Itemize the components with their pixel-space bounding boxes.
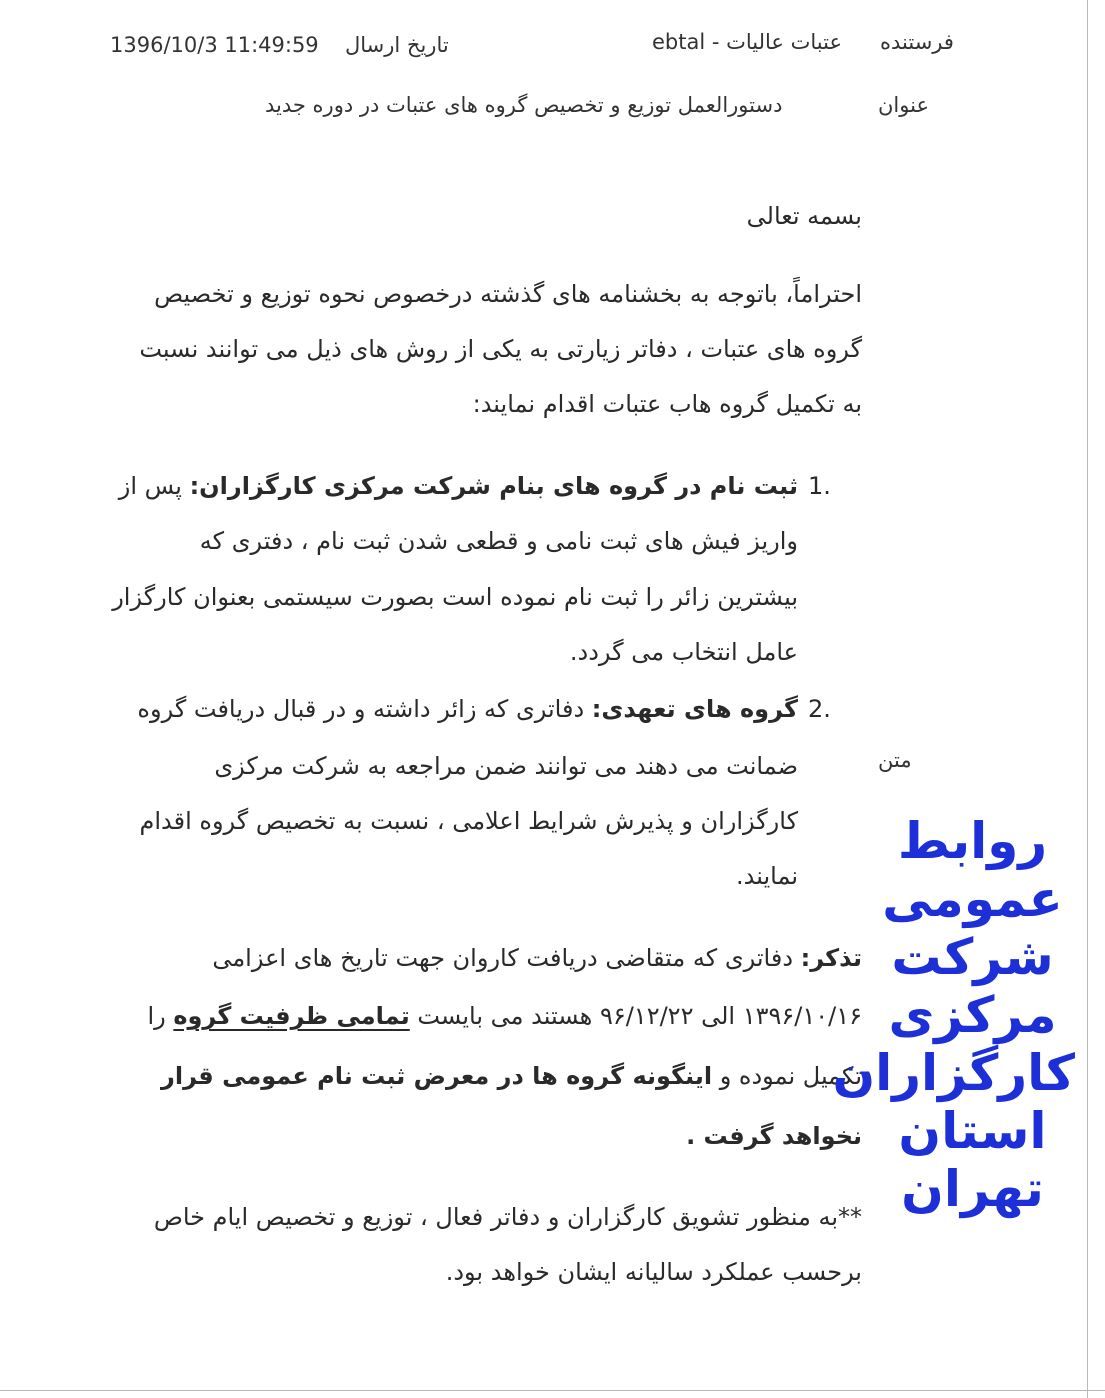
- reminder-label: تذکر:: [800, 944, 862, 972]
- send-date-label: تاریخ ارسال: [345, 33, 449, 57]
- item-2-number: 2.: [808, 695, 831, 723]
- item-1-first-line-rest: پس از: [118, 472, 182, 500]
- intro-line-1: احتراماً، باتوجه به بخشنامه های گذشته درخصوص نحوه توزیع و تخصیص: [154, 280, 862, 308]
- item-1-line: واریز فیش های ثبت نامی و قطعی شدن ثبت نام ، دفتری که: [199, 527, 798, 555]
- public-relations-stamp: [832, 812, 1075, 1218]
- item-1-number: 1.: [808, 472, 831, 500]
- reminder-line-2-end: را: [147, 1002, 166, 1030]
- reminder-full-capacity: تمامی ظرفیت گروه: [173, 1002, 410, 1030]
- item-1-first-line: [119, 472, 798, 500]
- body-label: متن: [878, 748, 912, 772]
- reminder-line-2-mid: هستند می بایست: [417, 1002, 593, 1030]
- stamp-line: تهران: [901, 1160, 1044, 1218]
- subject-label: عنوان: [878, 93, 929, 117]
- item-1-line: عامل انتخاب می گردد.: [569, 638, 798, 666]
- send-date-value: 1396/10/3 11:49:59: [110, 33, 319, 57]
- reminder-line-3-plain: تکمیل نموده و: [719, 1062, 862, 1090]
- item-2-first-line: [137, 695, 798, 723]
- stamp-line: شرکت: [891, 928, 1054, 986]
- reminder-line-2: [147, 1002, 862, 1030]
- page-border-bottom: [0, 1390, 1105, 1391]
- reminder-line-1: [212, 944, 862, 972]
- reminder-line-1-rest: دفاتری که متقاضی دریافت کاروان جهت تاریخ های اعزامی: [212, 944, 793, 972]
- footnote-line-2: برحسب عملکرد سالیانه ایشان خواهد بود.: [445, 1258, 862, 1286]
- item-2-line: کارگزاران و پذیرش شرایط اعلامی ، نسبت به تخصیص گروه اقدام: [139, 807, 798, 835]
- intro-line-2: گروه های عتبات ، دفاتر زیارتی به یکی از روش های ذیل می توانند نسبت: [139, 335, 862, 363]
- footnote-line-1: **به منظور تشویق کارگزاران و دفاتر فعال ، توزیع و تخصیص ایام خاص: [153, 1203, 862, 1231]
- intro-line-3: به تکمیل گروه هاب عتبات اقدام نمایند:: [472, 390, 862, 418]
- sender-label: فرستنده: [880, 30, 954, 54]
- stamp-line: استان: [898, 1102, 1047, 1160]
- reminder-line-3: [161, 1062, 862, 1090]
- subject-value: دستورالعمل توزیع و تخصیص گروه های عتبات در دوره جدید: [265, 93, 783, 117]
- reminder-date-range: ۱۳۹۶/۱۰/۱۶ الی ۹۶/۱۲/۲۲: [599, 1002, 862, 1030]
- greeting: بسمه تعالی: [746, 202, 862, 230]
- stamp-line: روابط: [897, 812, 1048, 870]
- reminder-line-3-bold: اینگونه گروه ها در معرض ثبت نام عمومی قرار: [161, 1062, 713, 1090]
- stamp-line: عمومی: [882, 870, 1063, 928]
- item-2-title: گروه های تعهدی:: [591, 695, 798, 723]
- stamp-line: مرکزی: [888, 986, 1057, 1044]
- item-1-title: ثبت نام در گروه های بنام شرکت مرکزی کارگزاران:: [189, 472, 798, 500]
- stamp-line: کارگزاران: [832, 1044, 1075, 1102]
- item-2-first-line-rest: دفاتری که زائر داشته و در قبال دریافت گروه: [137, 695, 585, 723]
- page-border-right: [1087, 0, 1088, 1398]
- item-2-line: ضمانت می دهند می توانند ضمن مراجعه به شرکت مرکزی: [214, 752, 798, 780]
- reminder-line-4: نخواهد گرفت .: [686, 1122, 862, 1150]
- sender-value: ebtal - عتبات عالیات: [652, 30, 843, 54]
- item-2-line: نمایند.: [735, 862, 798, 890]
- item-1-line: بیشترین زائر را ثبت نام نموده است بصورت سیستمی بعنوان کارگزار: [112, 583, 798, 611]
